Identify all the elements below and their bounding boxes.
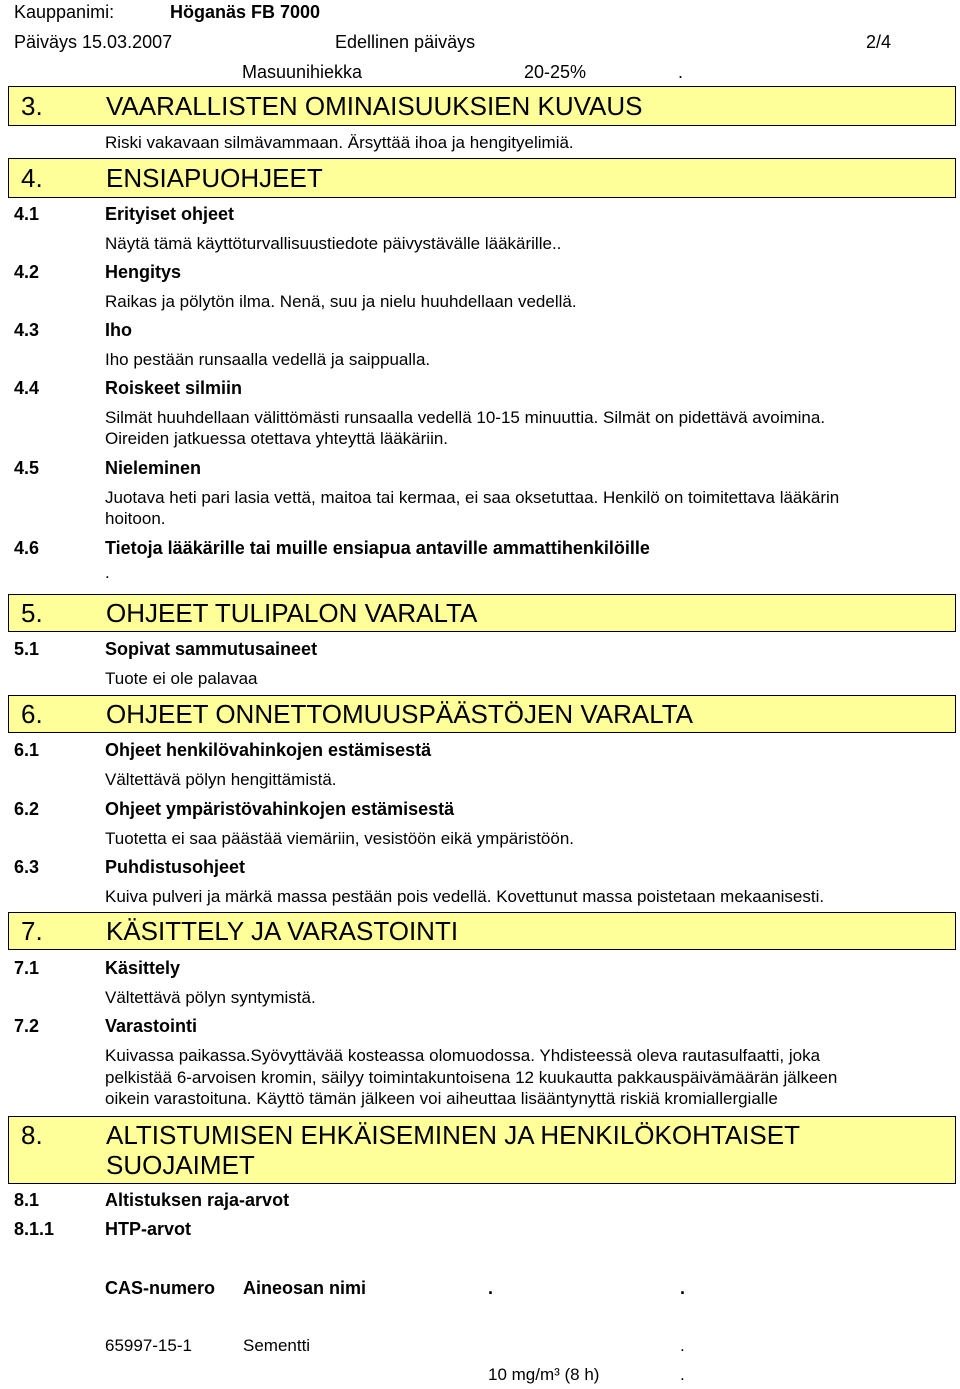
section-title: ALTISTUMISEN EHKÄISEMINEN JA HENKILÖKOHTAISET (106, 1120, 800, 1150)
section-3-header (8, 86, 956, 126)
hazard-text: Riski vakavaan silmävammaan. Ärsyttää ihoa ja hengityelimiä. (105, 133, 574, 152)
section-title: ENSIAPUOHJEET (106, 163, 323, 193)
section-number: 5. (21, 598, 43, 628)
subsection-text: . (105, 563, 110, 582)
subsection-title: Nieleminen (105, 458, 202, 478)
subsection-title: Varastointi (105, 1016, 198, 1036)
section-number: 4. (21, 163, 43, 193)
subsection-text: hoitoon. (105, 509, 166, 528)
ingredient-name: Masuunihiekka (242, 62, 363, 82)
section-title: OHJEET ONNETTOMUUSPÄÄSTÖJEN VARALTA (106, 699, 694, 729)
subsection-text: Silmät huuhdellaan välittömästi runsaalla vedellä 10-15 minuuttia. Silmät on pidettävä avoimina. (105, 408, 826, 427)
subsection-text: Juotava heti pari lasia vettä, maitoa tai kermaa, ei saa oksetuttaa. Henkilö on toimitettava lääkärin (105, 488, 840, 507)
section-8-header (8, 1116, 956, 1184)
subsection-number: 7.1 (14, 958, 40, 978)
section-number: 8. (21, 1120, 43, 1150)
subsection-number: 4.5 (14, 458, 40, 478)
subsection-title: Tietoja lääkärille tai muille ensiapua antaville ammattihenkilöille (105, 538, 650, 558)
column-header-dot: . (488, 1278, 494, 1298)
previous-date-label: Edellinen päiväys (335, 32, 476, 52)
subsection-text: Tuotetta ei saa päästää viemäriin, vesistöön eikä ympäristöön. (105, 829, 575, 848)
subsection-title: Käsittely (105, 958, 181, 978)
subsection-number: 4.1 (14, 204, 40, 224)
subsection-number: 8.1.1 (14, 1219, 55, 1239)
subsection-number: 6.3 (14, 857, 40, 877)
trade-name: Höganäs FB 7000 (170, 2, 321, 22)
subsection-title: HTP-arvot (105, 1219, 192, 1239)
subsection-title: Ohjeet ympäristövahinkojen estämisestä (105, 799, 455, 819)
subsection-number: 8.1 (14, 1190, 40, 1210)
section-number: 7. (21, 916, 43, 946)
subsection-title: Hengitys (105, 262, 182, 282)
subsection-text: Kuiva pulveri ja märkä massa pestään pois vedellä. Kovettunut massa poistetaan mekaanisesti. (105, 887, 825, 906)
subsection-text: Tuote ei ole palavaa (105, 669, 258, 688)
section-title: VAARALLISTEN OMINAISUUKSIEN KUVAUS (106, 91, 643, 121)
ingredient-name: Sementti (243, 1336, 311, 1355)
subsection-text: Iho pestään runsaalla vedellä ja saippualla. (105, 350, 431, 369)
section-number: 3. (21, 91, 43, 121)
ingredient-percentage: 20-25% (524, 62, 587, 82)
subsection-number: 6.1 (14, 740, 40, 760)
subsection-title: Roiskeet silmiin (105, 378, 243, 398)
subsection-title: Ohjeet henkilövahinkojen estämisestä (105, 740, 432, 760)
limit-value: 10 mg/m³ (8 h) (488, 1365, 600, 1384)
subsection-text: Raikas ja pölytön ilma. Nenä, suu ja nielu huuhdellaan vedellä. (105, 292, 577, 311)
subsection-text: Näytä tämä käyttöturvallisuustiedote päivystävälle lääkärille.. (105, 234, 562, 253)
subsection-text: Oireiden jatkuessa otettava yhteyttä lääkäriin. (105, 429, 449, 448)
column-header-name: Aineosan nimi (243, 1278, 367, 1298)
subsection-number: 6.2 (14, 799, 40, 819)
column-header-dot: . (680, 1278, 686, 1298)
ingredient-dot: . (678, 62, 684, 82)
subsection-number: 4.3 (14, 320, 40, 340)
subsection-title: Iho (105, 320, 132, 340)
subsection-text: oikein varastoituna. Käyttö tämän jälkeen voi aiheuttaa lisääntynyttä riskiä kromiallergialle (105, 1089, 778, 1108)
subsection-number: 4.2 (14, 262, 40, 282)
subsection-title: Puhdistusohjeet (105, 857, 246, 877)
subsection-text: Vältettävä pölyn syntymistä. (105, 988, 316, 1007)
limit-value-dot: . (680, 1365, 685, 1384)
subsection-number: 4.6 (14, 538, 40, 558)
subsection-text: Vältettävä pölyn hengittämistä. (105, 770, 337, 789)
issue-date: Päiväys 15.03.2007 (14, 32, 173, 52)
section-number: 6. (21, 699, 43, 729)
cas-number: 65997-15-1 (105, 1336, 192, 1355)
section-4-header (8, 158, 956, 198)
section-title: KÄSITTELY JA VARASTOINTI (106, 916, 459, 946)
subsection-title: Erityiset ohjeet (105, 204, 235, 224)
section-7-header (8, 912, 956, 950)
column-header-cas: CAS-numero (105, 1278, 216, 1298)
subsection-number: 7.2 (14, 1016, 40, 1036)
section-title: OHJEET TULIPALON VARALTA (106, 598, 478, 628)
subsection-text: Kuivassa paikassa.Syövyttävää kosteassa olomuodossa. Yhdisteessä oleva rautasulfaatti, joka (105, 1046, 821, 1065)
row-dot: . (680, 1336, 685, 1355)
subsection-title: Altistuksen raja-arvot (105, 1190, 290, 1210)
subsection-title: Sopivat sammutusaineet (105, 639, 318, 659)
section-6-header (8, 695, 956, 733)
subsection-text: pelkistää 6-arvoisen kromin, säilyy toimintakuntoisena 12 kuukautta pakkauspäivämäärän jälkeen (105, 1068, 838, 1087)
section-5-header (8, 594, 956, 632)
trade-name-label: Kauppanimi: (14, 2, 115, 22)
section-title-continued: SUOJAIMET (106, 1150, 255, 1180)
page-number: 2/4 (866, 32, 892, 52)
subsection-number: 4.4 (14, 378, 40, 398)
subsection-number: 5.1 (14, 639, 40, 659)
